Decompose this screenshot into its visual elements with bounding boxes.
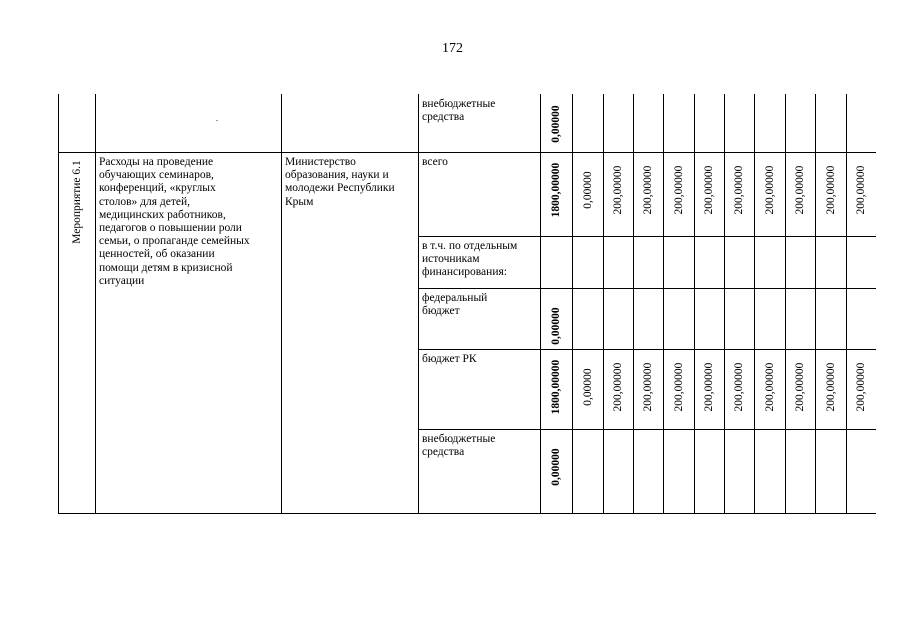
column-rule-8 bbox=[663, 94, 664, 513]
row-rule-5 bbox=[418, 429, 876, 430]
column-rule-9 bbox=[694, 94, 695, 513]
year-value-0-0: 0,00000 bbox=[581, 171, 594, 209]
source-label-1: в т.ч. по отдельным источникам финансирования: bbox=[422, 240, 518, 279]
row-rule-bottom bbox=[58, 513, 876, 514]
column-rule-1 bbox=[95, 94, 96, 513]
column-rule-6 bbox=[603, 94, 604, 513]
year-value-3-1: 200,00000 bbox=[612, 362, 624, 412]
measure-description: Расходы на проведение обучающих семинаров, конференций, «круглых столов» для детей, медицинских работников, педагогов о повышении роли семьи, о пропаганде семейных ценностей, об оказании помощи детям в кризисной ситуации bbox=[99, 156, 250, 287]
top-row-source: внебюджетные средства bbox=[422, 98, 496, 124]
column-rule-3 bbox=[418, 94, 419, 513]
year-value-0-5: 200,00000 bbox=[733, 165, 745, 215]
page-number: 172 bbox=[442, 41, 463, 56]
source-label-4: внебюджетные средства bbox=[422, 433, 496, 459]
row-rule-4 bbox=[418, 349, 876, 350]
column-rule-7 bbox=[633, 94, 634, 513]
year-value-0-9: 200,00000 bbox=[855, 165, 867, 215]
year-value-3-0: 0,00000 bbox=[581, 368, 594, 406]
total-value-0: 1800,00000 bbox=[550, 162, 562, 218]
column-rule-10 bbox=[724, 94, 725, 513]
row-rule-3 bbox=[418, 288, 876, 289]
year-value-0-8: 200,00000 bbox=[824, 165, 837, 215]
column-rule-4 bbox=[540, 94, 541, 513]
column-rule-13 bbox=[815, 94, 816, 513]
year-value-3-7: 200,00000 bbox=[794, 362, 806, 412]
year-value-3-5: 200,00000 bbox=[733, 362, 745, 412]
column-rule-0 bbox=[58, 94, 59, 513]
year-value-3-9: 200,00000 bbox=[855, 362, 867, 412]
column-rule-12 bbox=[785, 94, 786, 513]
column-rule-11 bbox=[754, 94, 755, 513]
year-value-3-3: 200,00000 bbox=[672, 362, 685, 412]
total-value-3: 1800,00000 bbox=[550, 359, 562, 415]
year-value-0-7: 200,00000 bbox=[794, 165, 806, 215]
column-rule-5 bbox=[572, 94, 573, 513]
year-value-3-4: 200,00000 bbox=[703, 362, 715, 412]
total-value-2: 0,00000 bbox=[550, 307, 562, 345]
scan-mark bbox=[216, 120, 218, 121]
total-value-4: 0,00000 bbox=[550, 448, 562, 486]
top-row-total: 0,00000 bbox=[550, 105, 562, 143]
year-value-0-3: 200,00000 bbox=[672, 165, 685, 215]
row-rule-top bbox=[58, 152, 876, 153]
year-value-0-6: 200,00000 bbox=[763, 165, 776, 215]
source-label-2: федеральный бюджет bbox=[422, 292, 488, 318]
measure-label: Мероприятие 6.1 bbox=[70, 160, 83, 244]
year-value-3-2: 200,00000 bbox=[642, 362, 654, 412]
year-value-3-8: 200,00000 bbox=[824, 362, 837, 412]
source-label-3: бюджет РК bbox=[422, 353, 477, 365]
column-rule-2 bbox=[281, 94, 282, 513]
year-value-3-6: 200,00000 bbox=[763, 362, 776, 412]
year-value-0-2: 200,00000 bbox=[642, 165, 654, 215]
row-rule-2 bbox=[418, 236, 876, 237]
source-label-0: всего bbox=[422, 156, 448, 168]
column-rule-14 bbox=[846, 94, 847, 513]
measure-executor: Министерство образования, науки и молодежи Республики Крым bbox=[285, 156, 395, 208]
year-value-0-4: 200,00000 bbox=[703, 165, 715, 215]
year-value-0-1: 200,00000 bbox=[612, 165, 624, 215]
